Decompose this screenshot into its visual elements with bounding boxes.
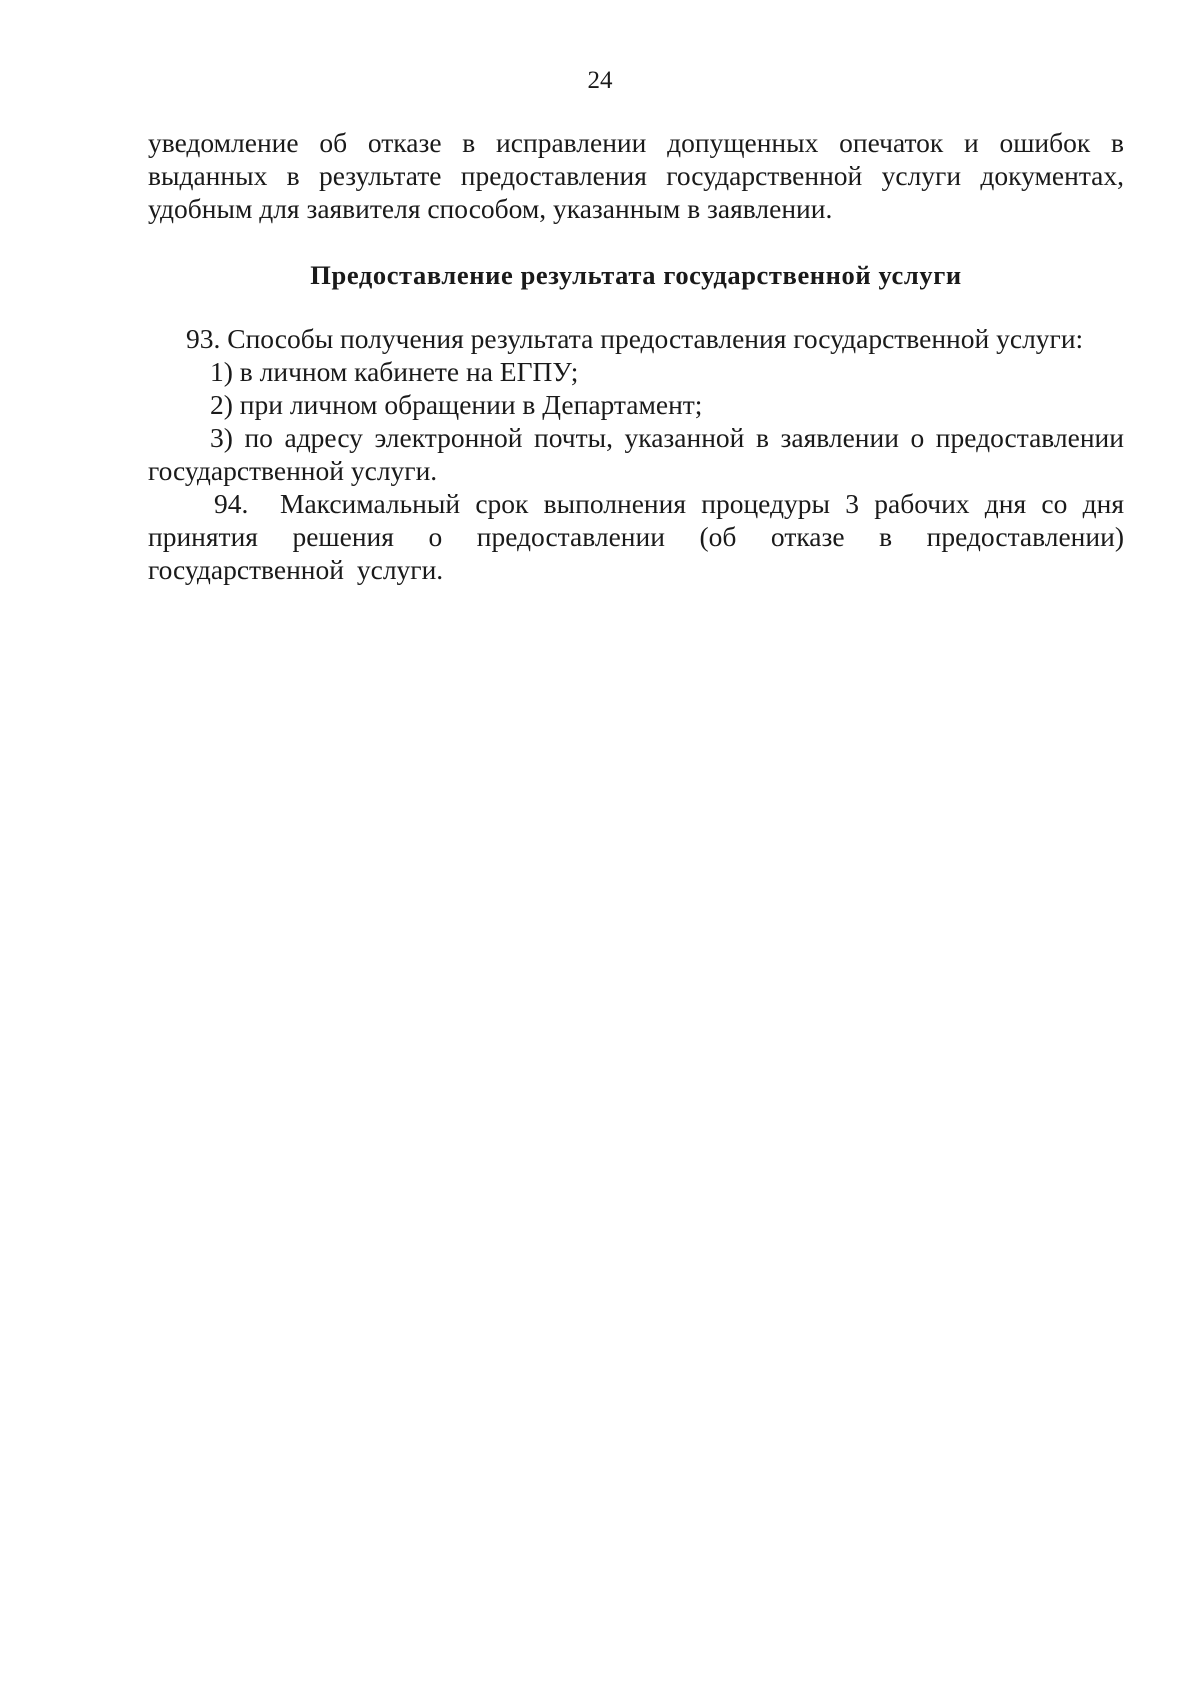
document-body <box>148 126 1124 586</box>
section-heading: Предоставление результата государственной услуги <box>310 260 962 290</box>
item-93-intro: 93. Способы получения результата предоставления государственной услуги: <box>186 323 1084 354</box>
item-93-option-2: 2) при личном обращении в Департамент; <box>210 389 703 420</box>
item-93-option-3: 3) по адресу электронной почты, указанной в заявлении о предоставлении государственной услуги. <box>148 422 1124 486</box>
item-94-number: 94. <box>214 488 249 519</box>
item-94-text: Максимальный срок выполнения процедуры 3 рабочих дня со дня принятия решения о предоставлении (об отказе в предоставлении) государственной услуги. <box>148 488 1124 585</box>
continuation-paragraph: уведомление об отказе в исправлении допущенных опечаток и ошибок в выданных в результате предоставления государственной услуги документах, удобным для заявителя способом, указанным в заявлении. <box>148 127 1124 224</box>
item-94-paragraph <box>148 487 1124 586</box>
item-93-option-1: 1) в личном кабинете на ЕГПУ; <box>210 356 579 387</box>
page-number: 24 <box>587 67 613 94</box>
